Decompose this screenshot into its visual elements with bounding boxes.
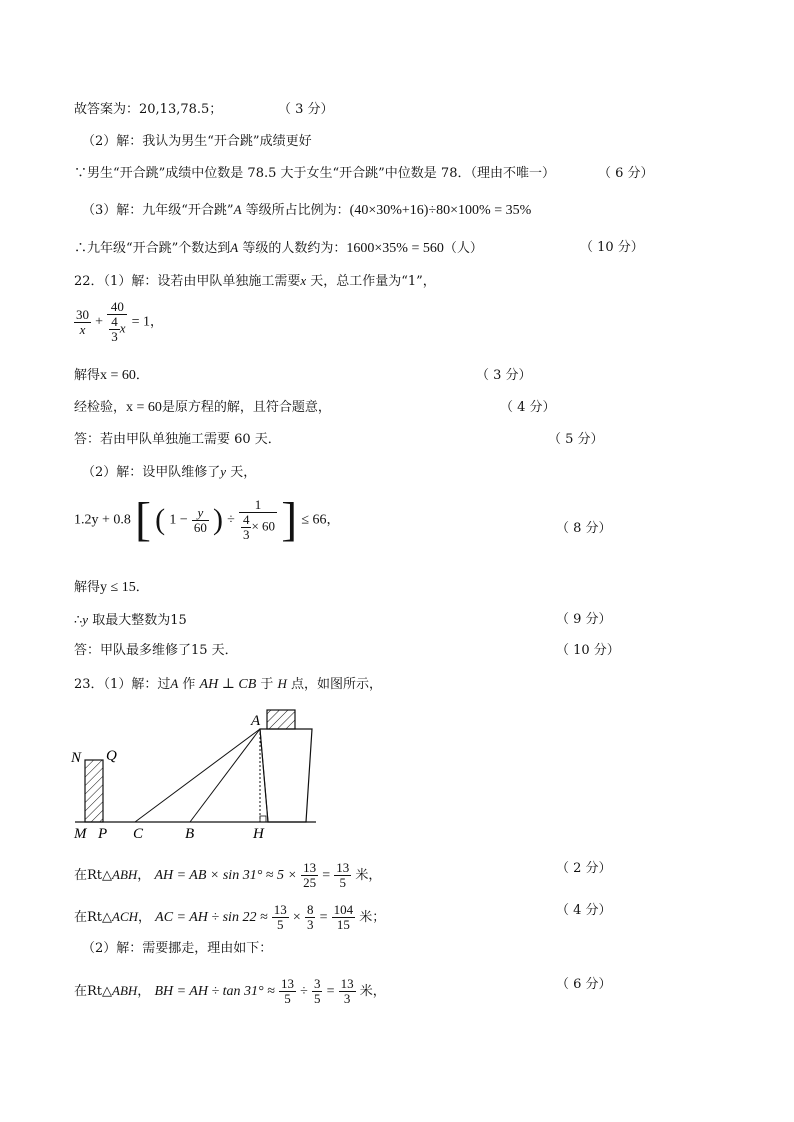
line-ac <box>135 729 260 822</box>
tower <box>260 729 312 822</box>
part-22-2: （2）解：设甲队维修了y 天， <box>82 464 257 480</box>
label-q: Q <box>106 748 117 764</box>
label-b: B <box>185 826 195 840</box>
answer-22-2: 答：甲队最多维修了15 天． <box>74 643 238 658</box>
score-6b: （ 6 分） <box>556 977 612 992</box>
q23-line: 23．（1）解：过A 作 AH ⊥ CB 于 H 点，如图所示， <box>74 676 383 692</box>
rt-abh-bh-line: 在Rt△ABH， BH = AH ÷ tan 31° ≈ $\frac{13}{5}$ ÷ $\frac{3}{5}$ = $\frac{13}{3}$ 米， <box>74 976 386 1006</box>
equation-2: 1.2y + 0.8 [ ( 1 − $\frac{y}{60}$ ) ÷ 1 $\frac{4}{3}$ × 60 ] ≤ 66， <box>74 493 340 546</box>
score-6: （ 6 分） <box>598 166 654 181</box>
score-3: （ 3 分） <box>278 102 334 117</box>
label-m: M <box>74 826 87 840</box>
top-box <box>267 710 295 729</box>
q22-line: 22．（1）解：设若由甲队单独施工需要x 天，总工作量为“1”， <box>74 273 436 289</box>
score-5: （ 5 分） <box>548 432 604 447</box>
answer-line: 故答案为：20,13,78.5； <box>74 102 223 117</box>
score-10b: （ 10 分） <box>556 643 620 658</box>
line-a-base <box>260 729 268 822</box>
estimate-line: ∴九年级“开合跳”个数达到A 等级的人数约为：1600×35% = 560（人） <box>74 240 483 256</box>
solve-y-line: 解得y ≤ 15． <box>74 580 149 595</box>
equation-1: $\frac{30}{x}$ + 40 $\frac{4}{3}$ x = 1， <box>76 299 164 344</box>
score-4: （ 4 分） <box>500 400 556 415</box>
score-10: （ 10 分） <box>580 240 644 255</box>
score-2: （ 2 分） <box>556 861 612 876</box>
label-h: H <box>253 826 264 840</box>
label-p: P <box>98 826 108 840</box>
label-a: A <box>251 713 261 729</box>
geometry-figure <box>60 700 330 840</box>
building-nq <box>85 760 103 822</box>
max-int-line: ∴y 取最大整数为15 <box>74 612 187 628</box>
label-n: N <box>71 750 82 766</box>
reason-line: ∵男生“开合跳”成绩中位数是 78.5 大于女生“开合跳”中位数是 78．（理由不唯一） <box>74 166 555 181</box>
right-angle-mark <box>260 816 266 822</box>
score-9: （ 9 分） <box>556 612 612 627</box>
part2-line: （2）解：我认为男生“开合跳”成绩更好 <box>82 134 312 149</box>
part3-line: （3）解：九年级“开合跳”A 等级所占比例为：(40×30%+16)÷80×100% = 35% <box>82 202 532 218</box>
rt-ach-line: 在Rt△ACH， AC = AH ÷ sin 22 ≈ $\frac{13}{5}$ × $\frac{8}{3}$ = $\frac{104}{15}$ 米； <box>74 902 386 932</box>
score-3b: （ 3 分） <box>476 368 532 383</box>
score-8: （ 8 分） <box>556 521 612 536</box>
answer-22-1: 答：若由甲队单独施工需要 60 天． <box>74 432 281 447</box>
score-4b: （ 4 分） <box>556 903 612 918</box>
part-23-2: （2）解：需要挪走，理由如下： <box>82 941 273 956</box>
check-line: 经检验，x = 60是原方程的解，且符合题意， <box>74 400 331 415</box>
line-ab <box>190 729 260 822</box>
rt-abh-line: 在Rt△ABH， AH = AB × sin 31° ≈ 5 × $\frac{13}{25}$ = $\frac{13}{5}$ 米， <box>74 860 382 890</box>
solve-line: 解得x = 60． <box>74 368 149 383</box>
label-c: C <box>133 826 144 840</box>
